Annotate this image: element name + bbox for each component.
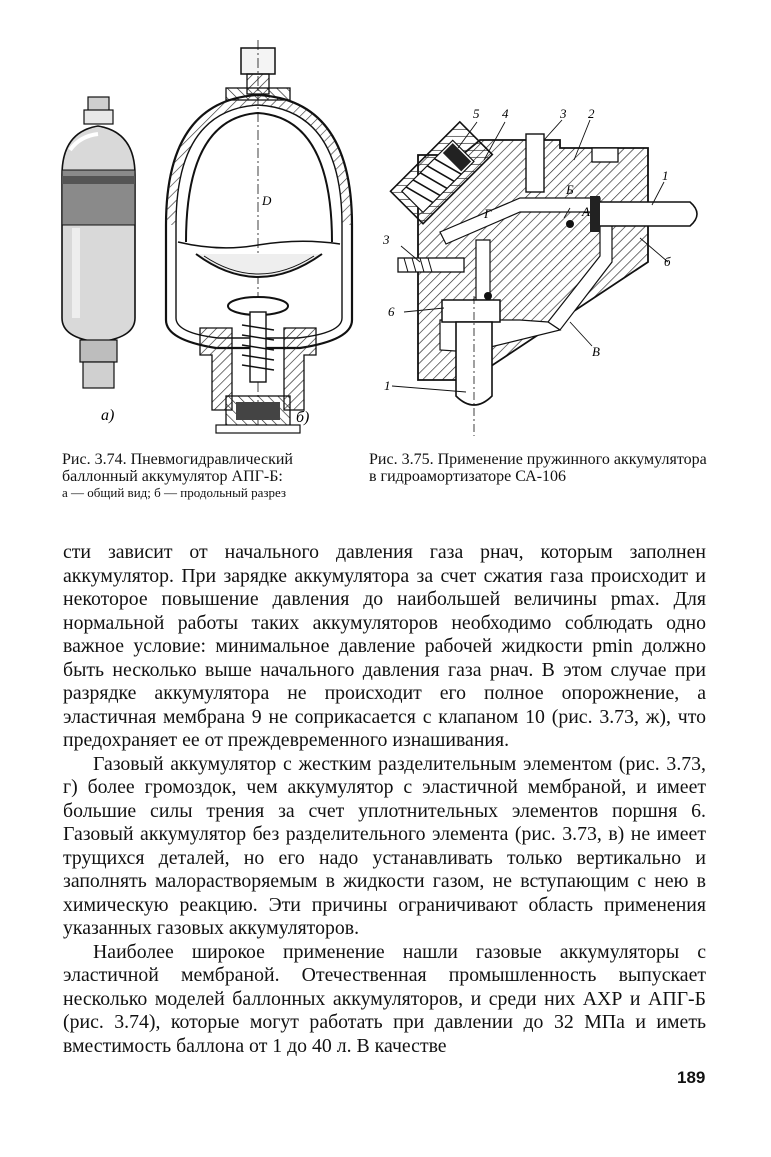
paragraph-2: Газовый аккумулятор с жестким разделительным элементом (рис. 3.73, г) более громоздок, чем аккумулятор с эластичной мембраной, и имеет большие силы трения за счет уплотнительных элементов поршня 6. Газовый аккумулятор без разделительного элемента (рис. 3.73, в) не имеет трущихся деталей, но его надо устанавливать только вертикально и заполнять малорастворяемым в жидкости газом, не вступающим с нею в химическую реакцию. Эти причины ограничивают область применения указанных газовых аккумуляторов. [63,752,706,939]
page-number: 189 [677,1068,706,1087]
accumulator-section [166,40,352,433]
fig374-label-D: D [262,193,272,208]
callout-B: Б [566,182,574,197]
callout-A: А [582,204,590,219]
callout-G: Г [484,206,492,221]
fig374-caption [62,451,344,500]
fig374-label-a: а) [101,407,115,424]
callout-3-top: 3 [560,106,567,121]
paragraph-3: Наиболее широкое применение нашли газовые аккумуляторы с эластичной мембраной. Отечественная промышленность выпускает несколько моделей баллонных аккумуляторов, и среди них АХР и АПГ-Б (рис. 3.74), которые могут работать при давлении до 32 МПа и иметь вместимость баллона от 1 до 40 л. В качестве [63,940,706,1057]
fig375-caption: Рис. 3.75. Применение пружинного аккумулятора в гидроамортизаторе СА-106 [369,451,707,485]
callout-1-bottom: 1 [384,378,391,393]
figures-drawing [0,0,771,440]
callout-V: В [592,344,600,359]
body-text [63,541,706,1058]
callout-b-right: б [664,254,671,269]
paragraph-1: сти зависит от начального давления газа pнач, которым заполнен аккумулятор. При зарядке аккумулятора за счет сжатия газа происходит и некоторое повышение давления до наибольшей величины pmax. Для нормальной работы таких аккумуляторов необходимо соблюдать одно важное условие: минимальное давление рабочей жидкости pmin должно быть несколько выше начального давления газа pнач. В этом случае при разрядке аккумулятора не происходит его полное опорожнение, а эластичная мембрана 9 не соприкасается с клапаном 10 (рис. 3.73, ж), что предохраняет ее от преждевременного изнашивания. [63,541,706,751]
fig374-label-b: б) [296,409,310,426]
accumulator-general-view [62,97,135,388]
figures-area [0,0,771,440]
callout-2: 2 [588,106,595,121]
damper-section [391,120,697,436]
fig374-caption-title: Рис. 3.74. Пневмогидравлический баллонный аккумулятор АПГ-Б: [62,451,293,485]
callout-1-right: 1 [662,168,669,183]
callout-5: 5 [473,106,480,121]
callout-3-left: 3 [383,232,390,247]
fig374-caption-sub: а — общий вид; б — продольный разрез [62,485,287,500]
callout-4: 4 [502,106,509,121]
callout-6: 6 [388,304,395,319]
